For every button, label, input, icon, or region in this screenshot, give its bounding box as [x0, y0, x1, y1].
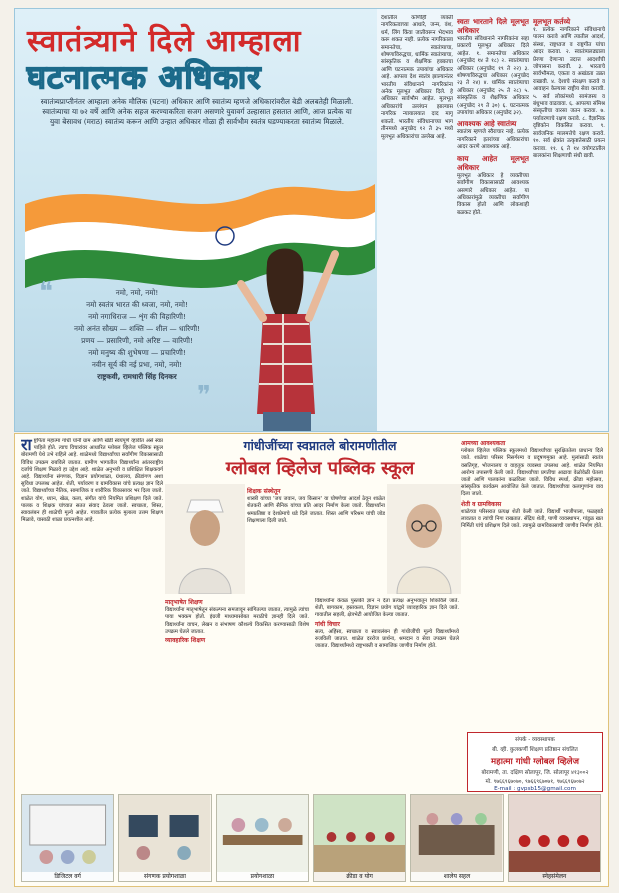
- section-text: विद्यार्थ्यांना मातृभाषेतून संकल्पना समजावून सांगितल्या जातात, त्यामुळे त्यांचा पाया भक्कम होतो. इंग्रजी माध्यमासोबत मराठीचे ज्ञानही दिले जाते. विद्यार्थ्यांना वाचन, लेखन व संभाषण कौशल्ये विकसित करण्यासाठी विशेष उपक्रम घेतले जातात.: [165, 607, 309, 635]
- ad-left-column: [21, 438, 163, 790]
- ad-left-text: ष्ट्रपिता महात्मा गांधी यांनी ग्राम आणि खेडी स्वयंपूर्ण व्हावीत असे स्वप्न पाहिले होते. त्याच विचारांवर आधारित ग्लोबल व्हिलेज पब्लिक स्कूल बोरामणी येथे उभे राहिले आहे. शाळेमध्ये विद्यार्थ्यांच्या सर्वांगीण विकासासाठी विविध उपक्रम राबविले जातात. ग्रामीण भागातील विद्यार्थ्यांना आंतरराष्ट्रीय दर्जाचे शिक्षण मिळावे हा उद्देश आहे. शाळेत अनुभवी व प्रशिक्षित शिक्षकवर्ग आहे. विद्यार्थ्यांना संगणक, विज्ञान प्रयोगशाळा, ग्रंथालय, क्रीडांगण अशा सुविधा उपलब्ध आहेत. शेती, पर्यावरण व ग्रामविकास यांचे प्रत्यक्ष ज्ञान दिले जाते. विद्यार्थ्यांच्या नैतिक, सामाजिक व शारीरिक विकासावर भर दिला जातो. शाळेत योग, ध्यान, खेळ, कला, संगीत यांचे नियमित प्रशिक्षण दिले जाते. पालक व शिक्षक यांच्यात सतत संवाद ठेवला जातो. स्वच्छता, शिस्त, स्वावलंबन ही शाळेची मूल्ये आहेत. गावातील प्रत्येक मुलाला उत्तम शिक्षण मिळावे, यासाठी शाळा प्रयत्नशील आहे.: [21, 438, 163, 524]
- section-heading: आमच्या आवश्यकता: [461, 440, 506, 447]
- feature-column-1: [381, 15, 453, 427]
- photo-digital-classroom: [21, 794, 114, 882]
- poem-line: प्रणय — प्रसारिणी, नमो अरिष्ट — वारिणी!: [81, 336, 193, 345]
- school-advertorial: [14, 433, 609, 887]
- column-heading: स्वतः भारताने दिले मूलभूत अधिकार: [457, 17, 529, 35]
- section-heading: शेती व ग्रामविकास: [461, 500, 502, 508]
- ad-right-column: [461, 438, 603, 730]
- section-heading: शिक्षक संस्थेतून: [247, 488, 281, 495]
- column-text: भारतीय संविधानाने नागरिकांना सहा प्रकारचे मूलभूत अधिकार दिले आहेत. १. समानतेचा अधिकार (अनुच्छेद १४ ते १८) २. स्वातंत्र्याचा अधिकार (अनुच्छेद १९ ते २२) ३. शोषणाविरुद्धचा अधिकार (अनुच्छेद २३ ते २४) ४. धार्मिक स्वातंत्र्याचा अधिकार (अनुच्छेद २५ ते २८) ५. सांस्कृतिक व शैक्षणिक अधिकार (अनुच्छेद २९ ते ३०) ६. घटनात्मक उपायांचा अधिकार (अनुच्छेद ३२).: [457, 36, 529, 117]
- poem-line: नमो मनुष्य की शुभेषणा — प्रचारिणी!: [88, 348, 186, 357]
- contact-school-name: महात्मा गांधी ग्लोबल व्हिलेज: [491, 757, 579, 767]
- section-heading: व्यावहारिक शिक्षण: [165, 637, 206, 645]
- photo-strip: [21, 794, 601, 882]
- section-heading: गांधी विचार: [315, 620, 340, 628]
- contact-subtitle: संपर्क - व्यवस्थापक: [515, 737, 555, 743]
- column-heading: आवश्यक आहे स्वातंत्र्य: [457, 119, 517, 129]
- feature-column-2: [457, 15, 529, 427]
- column-text: १. प्रत्येक नागरिकाने संविधानाचे पालन करावे आणि त्यातील आदर्श, संस्था, राष्ट्रध्वज व राष्ट्रगीत यांचा आदर करावा. २. स्वातंत्र्यलढ्याला प्रेरणा देणाऱ्या उदात्त आदर्शांची जोपासना करावी. ३. भारताचे सार्वभौमत्व, एकता व अखंडता उन्नत राखावी. ४. देशाचे संरक्षण करावे व आवाहन केल्यास राष्ट्रीय सेवा करावी. ५. सर्व लोकांमध्ये सामंजस्य व बंधुभाव वाढवावा. ६. आपल्या संमिश्र संस्कृतीचा वारसा जतन करावा. ७. पर्यावरणाचे रक्षण करावे. ८. वैज्ञानिक दृष्टिकोन विकसित करावा. ९. सार्वजनिक मालमत्तेचे रक्षण करावे. १०. सर्व क्षेत्रांत उत्कृष्टतेसाठी प्रयत्न करावा. ११. ६ ते १४ वयोगटातील बालकांना शिक्षणाची संधी द्यावी.: [533, 27, 605, 159]
- contact-trust: बी. व्ही. कुलकर्णी शिक्षण प्रतिष्ठान संचलित: [492, 747, 578, 753]
- feature-article: [14, 8, 609, 432]
- column-text: स्वातंत्र्य म्हणजे स्वैराचार नव्हे. प्रत्येक नागरिकाने इतरांच्या अधिकारांचा आदर करणे आवश्यक आहे.: [457, 129, 529, 151]
- column-heading: काय आहेत मूलभूत अधिकार: [457, 153, 529, 172]
- photo-sports-yoga: [313, 794, 406, 882]
- photo-laboratory: [216, 794, 309, 882]
- section-text: शाळेच्या परिसरात प्रत्यक्ष शेती केली जाते. विद्यार्थी भाजीपाला, फळझाडे लावतात व त्यांची निगा राखतात. सेंद्रिय शेती, पाणी व्यवस्थापन, गांडूळ खत निर्मिती यांचे प्रशिक्षण दिले जाते. त्यामुळे ग्रामविकासाची जाणीव निर्माण होते.: [461, 508, 603, 530]
- poem-line: नमो, नमो, नमो!: [115, 288, 159, 297]
- contact-box: [467, 732, 603, 792]
- column-text: देशातील कोणीही व्यक्ती नागरिकत्वाच्या आधारे, जन्म, वंश, धर्म, लिंग किंवा जातीवरून भेदभाव करू शकत नाही. प्रत्येक नागरिकाला समानतेचा, स्वातंत्र्याचा, शोषणाविरुद्धचा, धार्मिक स्वातंत्र्याचा, सांस्कृतिक व शैक्षणिक हक्काचा आणि घटनात्मक उपायांचा अधिकार आहे. आपला देश स्वतंत्र झाल्यानंतर भारतीय संविधानाने नागरिकांना अनेक मूलभूत अधिकार दिले. हे अधिकार सार्वभौम आहेत. मूलभूत अधिकारांचे उल्लंघन झाल्यास नागरिक न्यायालयात दाद मागू शकतो. भारतीय संविधानाच्या भाग तीनमध्ये अनुच्छेद १२ ते ३५ मध्ये मूलभूत अधिकारांचा उल्लेख आहे.: [381, 15, 453, 140]
- section-text: ग्लोबल व्हिलेज पब्लिक स्कूलमध्ये विद्यार्थ्यांच्या सुरक्षिततेला प्राधान्य दिले जाते. शाळेचा परिसर निसर्गरम्य व प्रदूषणमुक्त आहे. मुलांसाठी स्वतंत्र वसतिगृह, भोजनालय व वाहतूक व्यवस्था उपलब्ध आहे. शाळेत नियमित आरोग्य तपासणी केली जाते. विद्यार्थ्यांच्या प्रगतीचा आढावा वेळोवेळी घेतला जातो आणि पालकांना कळविला जातो. विविध स्पर्धा, क्रीडा महोत्सव, सांस्कृतिक कार्यक्रम आयोजित केले जातात. विद्यार्थ्यांच्या कलागुणांना वाव दिला जातो.: [461, 448, 603, 498]
- contact-mobile: मो. ९७६६९६७०७०, ९७६६९६७०७१, ९७६६९६७०७२: [485, 779, 585, 785]
- photo-caption: शालेय सहल: [411, 872, 502, 881]
- portrait-mahatma-gandhi: [387, 484, 461, 594]
- ad-title: ग्लोबल व्हिलेज पब्लिक स्कूल: [225, 458, 415, 479]
- photo-caption: संगणक प्रयोगशाळा: [119, 872, 210, 881]
- feature-column-3: [533, 15, 605, 427]
- poem-line: नमो अनंत सौख्य — शक्ति — शील — धारिणी!: [73, 324, 200, 333]
- feature-text-columns: [381, 15, 605, 427]
- section-text: सत्य, अहिंसा, स्वच्छता व स्वावलंबन ही गांधीजींची मूल्ये विद्यार्थ्यांमध्ये रुजविली जातात. शाळेत दररोज प्रार्थना, श्रमदान व सेवा उपक्रम घेतले जातात. विद्यार्थ्यांमध्ये राष्ट्रभक्ती व सामाजिक जाणीव निर्माण होते.: [315, 628, 459, 650]
- contact-address: बोरामणी, ता. दक्षिण सोलापूर, जि. सोलापूर ४१३००२: [481, 770, 589, 776]
- poem-author: राष्ट्रकवी, रामधारी सिंह दिनकर: [97, 372, 177, 381]
- quote-open-icon: ❝: [39, 277, 53, 307]
- headline-line-1: स्वातंत्र्याने दिले आम्हाला: [27, 24, 302, 59]
- photo-computer-lab: [118, 794, 211, 882]
- portrait-lal-bahadur-shastri: [165, 484, 245, 594]
- feature-illustration: [15, 9, 377, 431]
- poem-line: नवीन सूर्य की नई प्रभा, नमो, नमो!: [91, 360, 183, 369]
- poem-line: नमो नगाधिराज — शृंग की विहारिणी!: [88, 312, 186, 321]
- column-text: मूलभूत अधिकार हे व्यक्तीच्या सर्वांगीण विकासासाठी आवश्यक असणारे अधिकार आहेत. या अधिकारांमुळे व्यक्तीचा सर्वांगीण विकास होतो आणि लोकशाही बळकट होते.: [457, 172, 529, 216]
- ad-middle-text: [247, 486, 385, 616]
- headline-line-2: घटनात्मक अधिकार: [27, 58, 262, 96]
- woman-with-flag-photo: [223, 214, 343, 431]
- quote-close-icon: ❞: [197, 381, 211, 411]
- photo-annual-gathering: [508, 794, 601, 882]
- ad-subtitle: गांधीजींच्या स्वप्नातले बोरामणीतील: [243, 438, 397, 453]
- contact-email: E-mail : gvpsb15@gmail.com: [494, 786, 576, 792]
- poem-block: [43, 287, 231, 383]
- intro-text: स्वातंत्र्यप्राप्तीनंतर आम्हाला अनेक मौलिक (घटना) अधिकार आणि स्वातंत्र्य म्हणजे अधिकारांवरील बेडी अलबतेही मिळाली. स्वातंत्र्याचा या ७२ वर्षे आणि अनेक सहज करण्याकरिता सजग असणारे युवावर्ग उल्हासात हसतात आणि, आज प्रत्येक या युवा बेसावध (मराठ) स्वातंत्र्य करून आणि उन्हात अधिकार गोळा ही सार्वभौम स्वतंत्र घडण्याकरता स्वातंत्र्य मिळाले.: [40, 97, 354, 126]
- photo-caption: डिजिटल वर्ग: [22, 872, 113, 881]
- photo-caption: क्रीडा व योग: [314, 872, 405, 881]
- ad-middle-columns: [165, 598, 459, 790]
- section-text: विद्यार्थ्यांना केवळ पुस्तकी ज्ञान न देता प्रत्यक्ष अनुभवातून शिकविले जाते. शेती, बागकाम, हस्तकला, विज्ञान प्रयोग यांद्वारे व्यावहारिक ज्ञान दिले जाते. गावातील सहली, क्षेत्रभेटी आयोजित केल्या जातात.: [315, 598, 459, 619]
- section-heading: मातृभाषेत शिक्षण: [165, 599, 203, 606]
- drop-cap: रा: [21, 438, 32, 454]
- photo-school-trip: [410, 794, 503, 882]
- photo-caption: प्रयोगशाळा: [217, 872, 308, 881]
- ad-middle-paragraph: शास्त्री यांच्या 'जय जवान, जय किसान' या घोषणेचा आदर्श ठेवून शाळेत शेतकरी आणि सैनिक यांच्या प्रति आदर निर्माण केला जातो. विद्यार्थ्यांना श्रमप्रतिष्ठा व देशप्रेमाचे धडे दिले जातात. शिस्त आणि परिश्रम यांची जोड शिक्षणाला दिली जाते.: [247, 496, 385, 524]
- photo-caption: स्नेहसंमेलन: [509, 872, 600, 881]
- column-heading: मूलभूत कर्तव्ये: [533, 17, 571, 26]
- poem-line: नमो स्वतंत्र भारत की ध्वजा, नमो, नमो!: [86, 300, 188, 309]
